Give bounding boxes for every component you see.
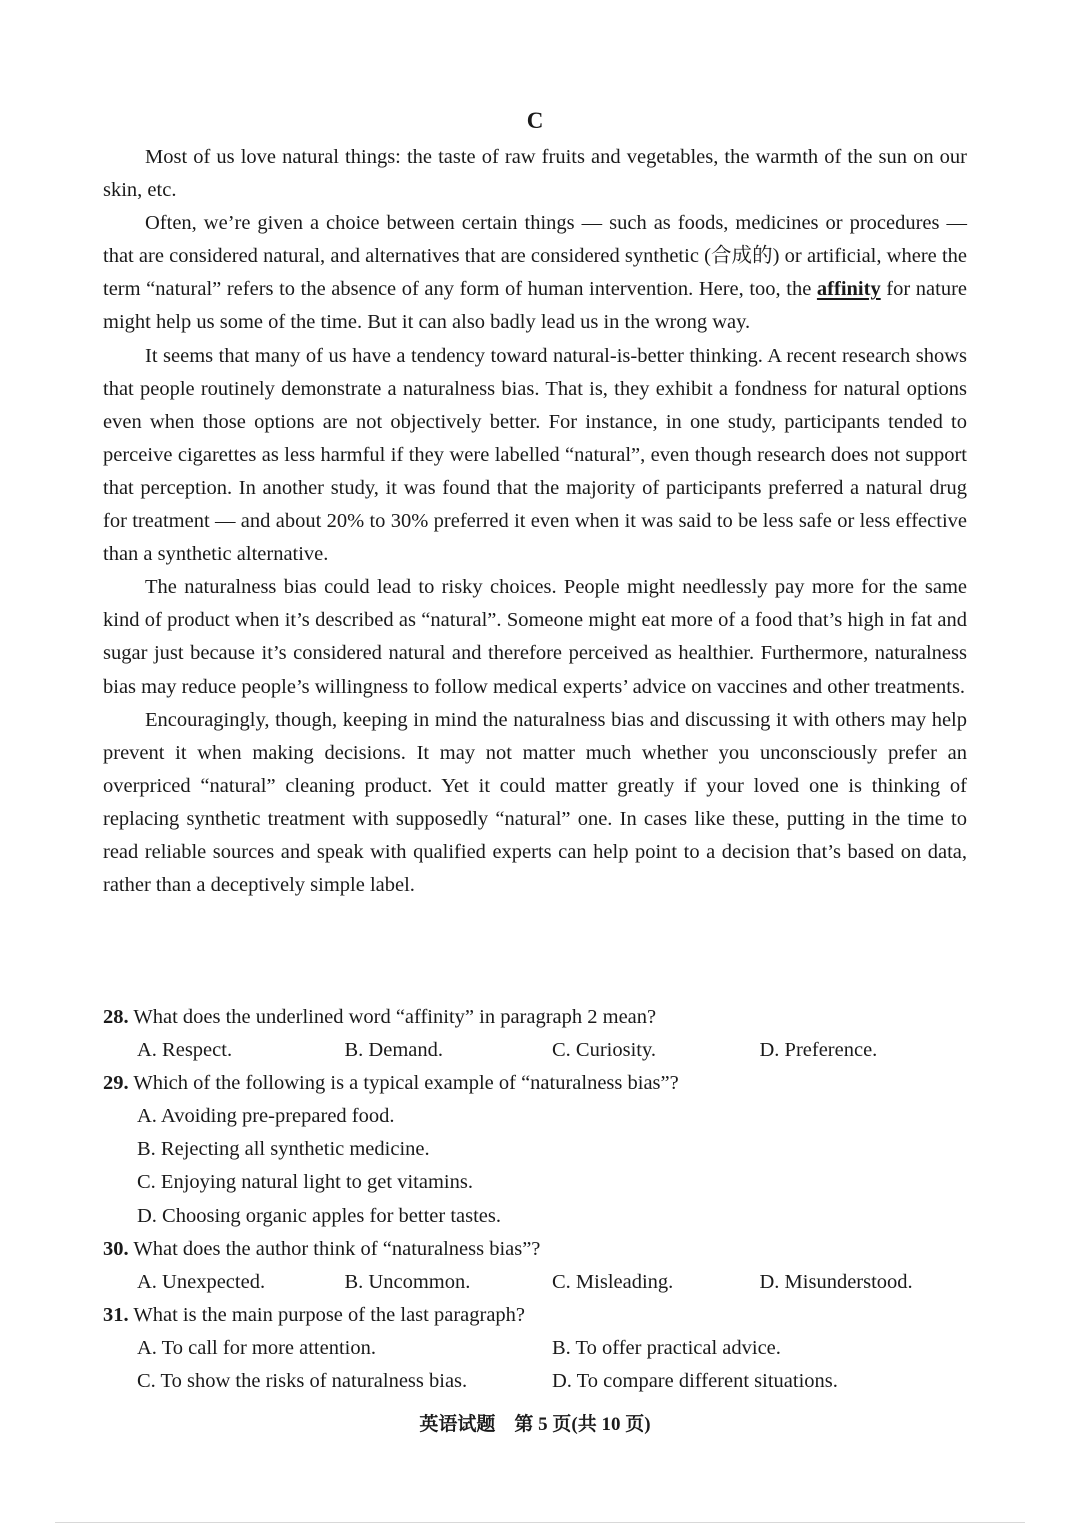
option-b[interactable]: B. Rejecting all synthetic medicine. [137,1138,430,1161]
question-30 [103,1233,967,1266]
question-31 [103,1299,967,1332]
options-31-row-2 [103,1365,967,1398]
question-number: 29. [103,1072,129,1095]
paragraph-2-part-2: for nature might help us some of the time. But it can also badly lead us in the wrong way. [103,278,968,334]
option-d[interactable]: D. Misunderstood. [759,1270,913,1293]
question-29 [103,1067,967,1100]
option-a[interactable]: A. Respect. [137,1039,233,1062]
option-b[interactable]: B. To offer practical advice. [552,1336,781,1359]
paragraph-1: Most of us love natural things: the taste of raw fruits and vegetables, the warmth of the sun on our skin, etc. [103,146,967,202]
underlined-keyword: affinity [816,278,881,301]
question-stem: Which of the following is a typical example of “naturalness bias”? [133,1072,679,1095]
question-28 [103,1001,967,1034]
option-b[interactable]: B. Demand. [344,1039,443,1062]
paragraph-2 [103,207,967,339]
page-footer: 英语试题 第 5 页(共 10 页) [419,1414,651,1435]
option-a[interactable]: A. To call for more attention. [137,1336,376,1359]
option-d[interactable]: D. Preference. [759,1039,878,1062]
options-29 [103,1100,967,1232]
options-31-row-1 [103,1332,967,1365]
question-stem: What is the main purpose of the last paragraph? [133,1303,526,1326]
question-stem: What does the author think of “naturalness bias”? [133,1237,541,1260]
paragraph-2-part-1: Often, we’re given a choice between certain things — such as foods, medicines or procedures — that are considered natural, and alternatives that are considered synthetic (合成的) or artificial, where the term “natural” refers to the absence of any form of human intervention. Here, too, the [103,212,967,301]
option-c[interactable]: C. Enjoying natural light to get vitamins. [137,1171,473,1194]
option-c[interactable]: C. Misleading. [552,1270,674,1293]
option-d[interactable]: D. To compare different situations. [552,1370,838,1393]
option-c[interactable]: C. To show the risks of naturalness bias. [137,1370,468,1393]
option-d[interactable]: D. Choosing organic apples for better tastes. [137,1204,501,1227]
options-30 [103,1266,967,1299]
paragraph-4: The naturalness bias could lead to risky choices. People might needlessly pay more for the same kind of product when it’s described as “natural”. Someone might eat more of a food that’s high in fat and sugar just because it’s considered natural and therefore perceived as healthier. Furthermore, naturalness bias may reduce people’s willingness to follow medical experts’ advice on vaccines and other treatments. [103,576,967,698]
question-number: 30. [103,1237,129,1260]
section-heading: C [526,108,544,133]
option-a[interactable]: A. Avoiding pre-prepared food. [137,1105,395,1128]
option-c[interactable]: C. Curiosity. [552,1039,657,1062]
options-28 [103,1034,967,1067]
question-list [103,1001,967,1398]
question-stem: What does the underlined word “affinity” in paragraph 2 mean? [133,1006,657,1028]
paragraph-5: Encouragingly, though, keeping in mind the naturalness bias and discussing it with others may help prevent it when making decisions. It may not matter much whether you unconsciously prefer an overpriced “natural” cleaning product. Yet it could matter greatly if your loved one is thinking of replacing synthetic treatment with supposedly “natural” one. In cases like these, putting in the time to read reliable sources and speak with qualified experts can help point to a decision that’s based on data, rather than a deceptively simple label. [103,708,967,897]
option-b[interactable]: B. Uncommon. [344,1270,471,1293]
reading-passage [103,141,967,902]
question-number: 28. [103,1006,129,1028]
option-a[interactable]: A. Unexpected. [137,1270,266,1293]
bottom-divider [55,1522,1025,1523]
question-number: 31. [103,1303,129,1326]
paragraph-3: It seems that many of us have a tendency toward natural-is-better thinking. A recent research shows that people routinely demonstrate a naturalness bias. That is, they exhibit a fondness for natural options even when those options are not objectively better. For instance, in one study, participants tended to perceive cigarettes as less harmful if they were labelled “natural”, even though research does not support that perception. In another study, it was found that the majority of participants preferred a natural drug for treatment — and about 20% to 30% preferred it even when it was said to be less safe or less effective than a synthetic alternative. [103,344,967,566]
